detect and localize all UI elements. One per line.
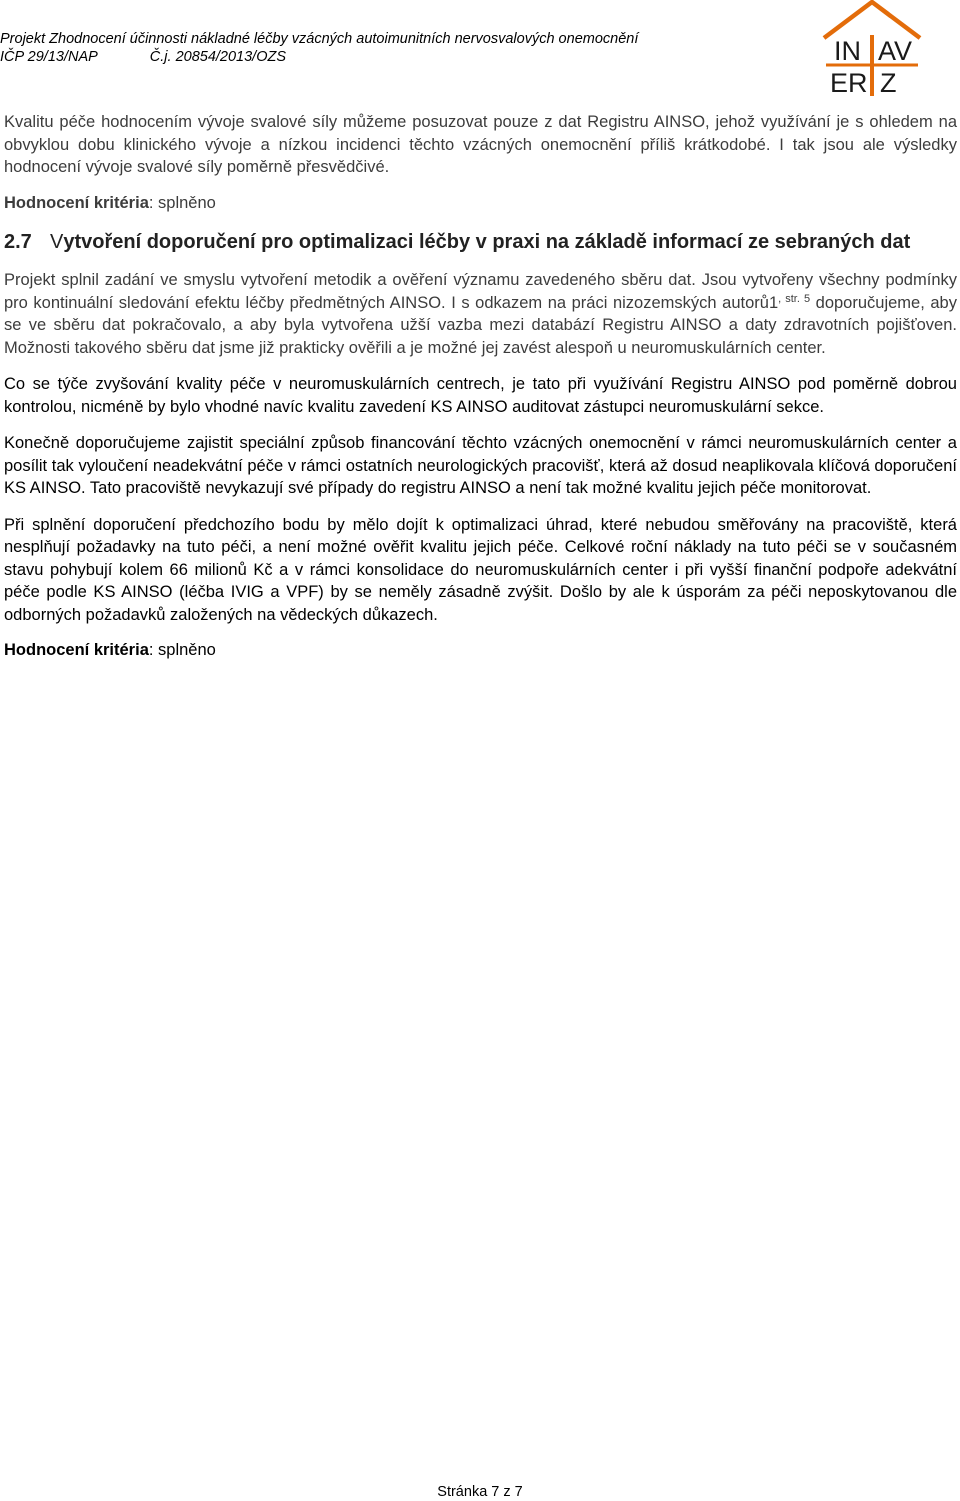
document-body: [4, 111, 957, 662]
criteria-value: : splněno: [148, 193, 216, 212]
criteria-evaluation-2: [4, 639, 957, 662]
logo-text-er: ER: [830, 68, 868, 98]
header-reference: [0, 49, 286, 65]
header-icp: IČP 29/13/NAP: [0, 49, 98, 65]
section-title: Vytvoření doporučení pro optimalizaci léčby v praxi na základě informací ze sebraných dat: [50, 231, 911, 253]
header-project-title: Projekt Zhodnocení účinnosti nákladné léčby vzácných autoimunitních nervosvalových onemocnění: [0, 31, 639, 47]
section-number: 2.7: [4, 231, 32, 253]
paragraph-2: Co se týče zvyšování kvality péče v neuromuskulárních centrech, je tato při využívání Registru AINSO pod poměrně dobrou kontrolou, nicméně by bylo vhodné navíc kvalitu zavedení KS AINSO auditovat zástupci neuromuskulární sekce.: [4, 375, 957, 416]
header-cj: Č.j. 20854/2013/OZS: [149, 49, 287, 65]
logo-text-av: AV: [878, 36, 913, 66]
inaverz-logo: [818, 0, 926, 100]
intro-paragraph: Kvalitu péče hodnocením vývoje svalové síly můžeme posuzovat pouze z dat Registru AINSO, jehož využívání je s ohledem na obvyklou dobu klinického vývoje a nízkou incidenci těchto vzácných onemocnění příliš krátkodobé. I tak jsou ale výsledky hodnocení vývoje svalové síly poměrně přesvědčivé.: [4, 113, 957, 176]
section-heading: [4, 230, 957, 255]
logo-text-in: IN: [834, 36, 861, 66]
page-number: Stránka 7 z 7: [437, 1484, 523, 1500]
criteria-evaluation-1: [4, 192, 957, 215]
logo-text-z: Z: [880, 68, 897, 98]
criteria-label: Hodnocení kritéria: [4, 641, 149, 659]
paragraph-1: Projekt splnil zadání ve smyslu vytvoření metodik a ověření významu zavedeného sběru dat. Jsou vytvořeny všechny podmínky pro kontinuální sledování efektu léčby předmětných AINSO. I s odkazem na práci nizozemských $autorů1^{, str. 5}$ doporučujeme, aby se ve sběru dat pokračovalo, a aby byla vytvořena užší vazba mezi databází Registru AINSO a daty zdravotních pojišťoven. Možnosti takového sběru dat jsme již prakticky ověřili a je možné jej zavést alespoň u neuromuskulárních center.: [4, 271, 957, 357]
paragraph-3: Konečně doporučujeme zajistit speciální způsob financování těchto vzácných onemocnění v rámci neuromuskulárních center a posílit tak vyloučení neadekvátní péče v rámci ostatních neurologických pracovišť, která až dosud neaplikovala klíčová doporučení KS AINSO. Tato pracoviště nevykazují své případy do registru AINSO a není tak možné kvalitu jejich péče monitorovat.: [4, 434, 957, 497]
reference-superscript: , str. 5: [778, 292, 811, 305]
criteria-label: Hodnocení kritéria: [4, 193, 149, 212]
paragraph-4: Při splnění doporučení předchozího bodu by mělo dojít k optimalizaci úhrad, které nebudou směřovány na pracoviště, která nesplňují požadavky na tuto péči, a není možné ověřit kvalitu jejich péče. Celkové roční náklady na tuto péči se v současném stavu pohybují kolem 66 milionů Kč a v rámci konsolidace do neuromuskulárních center i při vyšší finanční podpoře adekvátní péče podle KS AINSO (léčba IVIG a VPF) by se neměly zásadně zvýšit. Došlo by ale k úsporám za péči neposkytovanou dle odborných požadavků založených na vědeckých důkazech.: [4, 515, 957, 624]
criteria-value: : splněno: [148, 641, 216, 659]
